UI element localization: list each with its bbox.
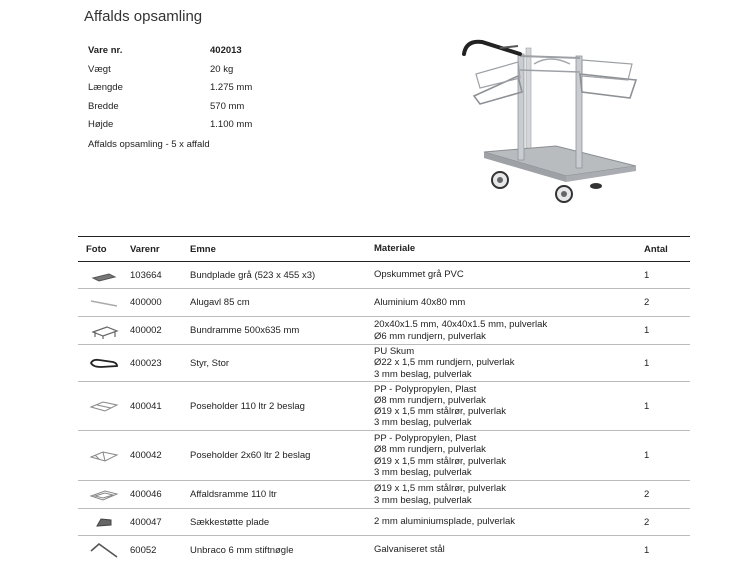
product-description: Affalds opsamling - 5 x affald <box>88 139 210 150</box>
varenr-cell: 400000 <box>130 297 162 308</box>
spec-value: 1.275 mm <box>210 82 253 93</box>
spec-label: Bredde <box>88 100 119 112</box>
materiale-line: Ø22 x 1,5 mm rundjern, pulverlak <box>374 357 515 369</box>
spec-label: Længde <box>88 82 123 93</box>
parts-table <box>78 236 690 564</box>
spec-row <box>88 116 252 135</box>
emne-cell: Bundplade grå (523 x 455 x3) <box>190 269 316 281</box>
table-row <box>78 317 690 345</box>
alu-bar-icon <box>87 294 121 312</box>
header-emne: Emne <box>190 243 216 255</box>
materiale-line: PP - Polypropylen, Plast <box>374 433 477 445</box>
materiale-line: Ø6 mm rundjern, pulverlak <box>374 330 486 342</box>
foto-cell <box>78 354 130 372</box>
spec-value: 20 kg <box>210 63 234 75</box>
antal-cell: 1 <box>644 357 650 369</box>
materiale-cell <box>374 384 644 429</box>
support-plate-icon <box>87 513 121 531</box>
table-row <box>78 431 690 481</box>
antal-cell: 2 <box>644 489 650 500</box>
header-varenr: Varenr <box>130 243 160 255</box>
materiale-line: PU Skum <box>374 346 415 358</box>
materiale-line: Ø19 x 1,5 mm stålrør, pulverlak <box>374 455 506 467</box>
emne-cell: Affaldsramme 110 ltr <box>190 489 277 500</box>
emne-cell: Bundramme 500x635 mm <box>190 325 300 336</box>
foto-cell <box>78 486 130 504</box>
emne-cell: Poseholder 2x60 ltr 2 beslag <box>190 450 311 461</box>
varenr-cell: 60052 <box>130 544 157 556</box>
spec-row <box>88 61 252 80</box>
waste-cart-image <box>460 34 640 210</box>
spec-row <box>88 79 252 98</box>
emne-cell: Poseholder 110 ltr 2 beslag <box>190 400 305 412</box>
table-row <box>78 481 690 509</box>
antal-cell: 2 <box>644 516 650 528</box>
materiale-line: Ø19 x 1,5 mm stålrør, pulverlak <box>374 406 506 417</box>
spec-label: Vægt <box>88 63 111 75</box>
materiale-cell <box>374 346 644 380</box>
foto-cell <box>78 541 130 559</box>
varenr-cell: 103664 <box>130 269 162 281</box>
materiale-line: 20x40x1.5 mm, 40x40x1.5 mm, pulverlak <box>374 319 548 331</box>
materiale-line: Ø8 mm rundjern, pulverlak <box>374 394 486 406</box>
table-row <box>78 345 690 382</box>
foto-cell <box>78 294 130 312</box>
materiale-cell <box>374 544 644 555</box>
table-header <box>78 236 690 262</box>
materiale-line: 2 mm aluminiumsplade, pulverlak <box>374 516 515 528</box>
materiale-line: 3 mm beslag, pulverlak <box>374 494 472 506</box>
table-row <box>78 262 690 289</box>
materiale-cell <box>374 269 644 280</box>
emne-cell: Sækkestøtte plade <box>190 516 270 528</box>
antal-cell: 2 <box>644 297 650 308</box>
emne-cell: Unbraco 6 mm stiftnøgle <box>190 544 294 556</box>
spec-row <box>88 98 252 117</box>
materiale-cell <box>374 483 644 505</box>
table-row <box>78 509 690 536</box>
materiale-line: Opskummet grå PVC <box>374 269 464 281</box>
antal-cell: 1 <box>644 325 650 336</box>
bag-holder-icon <box>87 397 121 415</box>
gray-plate-icon <box>87 266 121 284</box>
handle-icon <box>87 354 121 372</box>
varenr-cell: 400046 <box>130 489 162 500</box>
double-bag-holder-icon <box>87 447 121 465</box>
materiale-line: 3 mm beslag, pulverlak <box>374 368 472 380</box>
spec-value: 570 mm <box>210 100 245 112</box>
varenr-cell: 400023 <box>130 357 162 369</box>
materiale-line: PP - Polypropylen, Plast <box>374 383 477 395</box>
materiale-cell <box>374 516 644 527</box>
materiale-line: Aluminium 40x80 mm <box>374 296 466 308</box>
materiale-cell <box>374 319 644 341</box>
page-title: Affalds opsamling <box>84 8 203 25</box>
varenr-cell: 400002 <box>130 325 162 336</box>
emne-cell: Styr, Stor <box>190 357 230 369</box>
spec-row <box>88 42 252 61</box>
antal-cell: 1 <box>644 450 650 461</box>
spec-value: 1.100 mm <box>210 119 253 130</box>
materiale-line: 3 mm beslag, pulverlak <box>374 466 472 478</box>
spec-label: Vare nr. <box>88 45 123 56</box>
emne-cell: Alugavl 85 cm <box>190 297 250 308</box>
varenr-cell: 400042 <box>130 450 162 461</box>
materiale-cell <box>374 433 644 478</box>
table-row <box>78 536 690 564</box>
materiale-line: Ø8 mm rundjern, pulverlak <box>374 444 486 456</box>
spec-label: Højde <box>88 119 114 130</box>
allen-key-icon <box>87 541 121 559</box>
antal-cell: 1 <box>644 544 650 556</box>
spec-value: 402013 <box>210 45 242 56</box>
base-frame-icon <box>87 322 121 340</box>
spec-list <box>88 42 252 135</box>
foto-cell <box>78 447 130 465</box>
varenr-cell: 400047 <box>130 516 162 528</box>
antal-cell: 1 <box>644 269 650 281</box>
varenr-cell: 400041 <box>130 400 162 412</box>
foto-cell <box>78 322 130 340</box>
table-row <box>78 289 690 317</box>
materiale-line: Galvaniseret stål <box>374 544 445 556</box>
foto-cell <box>78 397 130 415</box>
waste-frame-icon <box>87 486 121 504</box>
header-materiale: Materiale <box>374 243 416 255</box>
table-row <box>78 382 690 431</box>
header-antal: Antal <box>644 243 668 255</box>
materiale-line: Ø19 x 1,5 mm stålrør, pulverlak <box>374 483 506 495</box>
header-foto: Foto <box>86 243 107 255</box>
materiale-cell <box>374 297 644 308</box>
materiale-line: 3 mm beslag, pulverlak <box>374 417 472 429</box>
foto-cell <box>78 513 130 531</box>
antal-cell: 1 <box>644 400 650 412</box>
foto-cell <box>78 266 130 284</box>
